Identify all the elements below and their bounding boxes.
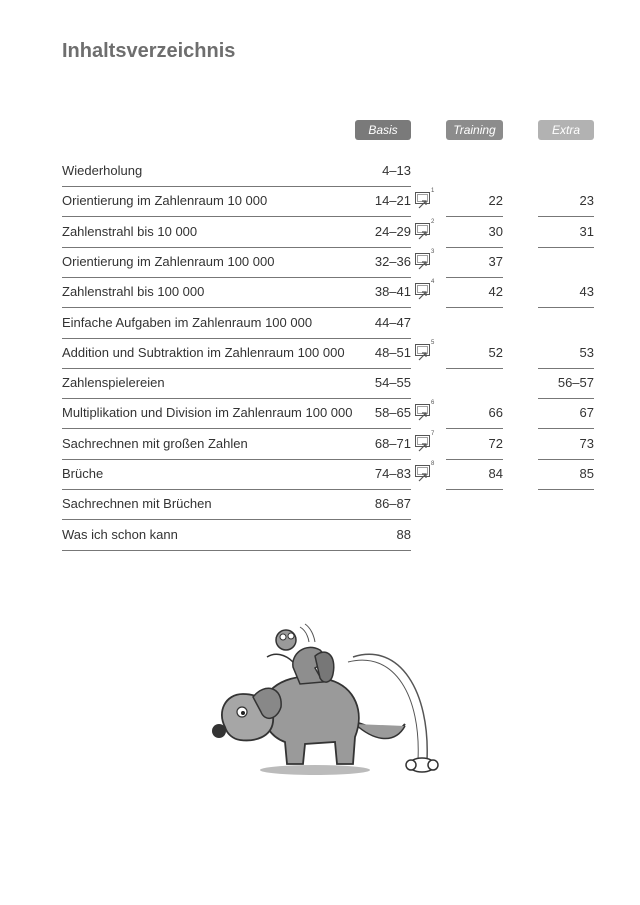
icon-number: 5 xyxy=(431,339,435,346)
column-header-extra: Extra xyxy=(538,120,594,140)
toc-row-title: Zahlenstrahl bis 100 000 xyxy=(62,284,205,300)
page-title: Inhaltsverzeichnis xyxy=(62,40,236,62)
toc-row-basis-pages: 32–36 xyxy=(374,253,411,269)
toc-row-training-page: 72 xyxy=(488,435,503,451)
toc-row-training-page: 66 xyxy=(488,405,503,421)
toc-row xyxy=(0,429,640,460)
computer-arrow-icon xyxy=(414,432,436,454)
toc-row-basis-pages: 86–87 xyxy=(374,496,411,512)
icon-number: 3 xyxy=(431,248,435,255)
computer-arrow-icon xyxy=(414,280,436,302)
toc-row-basis-pages: 88 xyxy=(396,526,411,542)
toc-row-extra-page: 67 xyxy=(579,405,594,421)
toc-row-title: Zahlenstrahl bis 10 000 xyxy=(62,223,198,239)
toc-row-extra-page: 85 xyxy=(579,466,594,481)
toc-row xyxy=(0,368,640,399)
icon-number: 7 xyxy=(431,430,435,437)
toc-row-title: Einfache Aufgaben im Zahlenraum 100 000 xyxy=(62,314,313,330)
toc-row-training-page: 37 xyxy=(488,253,503,269)
icon-number: 1 xyxy=(431,188,435,195)
toc-row-title: Wiederholung xyxy=(62,163,143,178)
toc-row xyxy=(0,489,640,520)
toc-row-title: Was ich schon kann xyxy=(62,526,178,542)
toc-row xyxy=(0,186,640,217)
toc-row-title: Sachrechnen mit Brüchen xyxy=(62,496,212,512)
toc-row-title: Multiplikation und Division im Zahlenraum 100 000 xyxy=(62,405,353,421)
toc-row-basis-pages: 58–65 xyxy=(374,405,411,421)
toc-row-extra-page: 43 xyxy=(579,284,594,300)
toc-row-title: Brüche xyxy=(62,466,104,481)
toc-row-basis-pages: 38–41 xyxy=(374,284,411,300)
icon-number: 4 xyxy=(431,279,435,286)
toc-row-training-page: 22 xyxy=(488,193,503,209)
toc-row-basis-pages: 54–55 xyxy=(374,375,411,391)
toc-row-basis-pages: 68–71 xyxy=(374,435,411,451)
computer-arrow-icon xyxy=(414,189,436,211)
toc-row-basis-pages: 74–83 xyxy=(374,466,411,481)
column-header-basis: Basis xyxy=(355,120,411,140)
toc-row-basis-pages: 24–29 xyxy=(374,223,411,239)
computer-arrow-icon xyxy=(414,220,436,242)
toc-row xyxy=(0,156,640,187)
toc-row xyxy=(0,217,640,248)
icon-number: 6 xyxy=(431,400,435,407)
toc-row-basis-pages: 44–47 xyxy=(374,314,411,330)
toc-row-extra-page: 31 xyxy=(579,223,594,239)
toc-row-basis-pages: 14–21 xyxy=(374,193,411,209)
toc-row-title: Sachrechnen mit großen Zahlen xyxy=(62,435,248,451)
toc-row-training-page: 52 xyxy=(488,344,503,360)
dog-and-frog-illustration xyxy=(205,612,455,782)
toc-row-training-page: 30 xyxy=(488,223,503,239)
computer-arrow-icon xyxy=(414,401,436,423)
toc-row-basis-pages: 48–51 xyxy=(374,344,411,360)
toc-row xyxy=(0,398,640,429)
toc-row xyxy=(0,308,640,339)
toc-row xyxy=(0,520,640,551)
toc-row xyxy=(0,277,640,308)
computer-arrow-icon xyxy=(414,462,436,484)
toc-row-training-page: 84 xyxy=(488,466,503,481)
icon-number: 8 xyxy=(431,461,435,467)
toc-row-extra-page: 23 xyxy=(579,193,594,209)
toc-row-title: Zahlenspielereien xyxy=(62,375,165,391)
toc-row xyxy=(0,247,640,278)
toc-row-title: Orientierung im Zahlenraum 10 000 xyxy=(62,193,268,209)
computer-arrow-icon xyxy=(414,250,436,272)
icon-number: 2 xyxy=(431,218,435,225)
toc-row-title: Addition und Subtraktion im Zahlenraum 100 000 xyxy=(62,344,345,360)
toc-row-training-page: 42 xyxy=(488,284,503,300)
column-header-training: Training xyxy=(446,120,503,140)
toc-row xyxy=(0,459,640,490)
row-divider xyxy=(62,550,411,551)
computer-arrow-icon xyxy=(414,341,436,363)
toc-row-basis-pages: 4–13 xyxy=(382,163,411,178)
toc-row xyxy=(0,338,640,369)
toc-row-title: Orientierung im Zahlenraum 100 000 xyxy=(62,253,275,269)
toc-row-extra-page: 73 xyxy=(579,435,594,451)
toc-row-extra-page: 53 xyxy=(579,344,594,360)
toc-row-extra-page: 56–57 xyxy=(557,375,594,391)
